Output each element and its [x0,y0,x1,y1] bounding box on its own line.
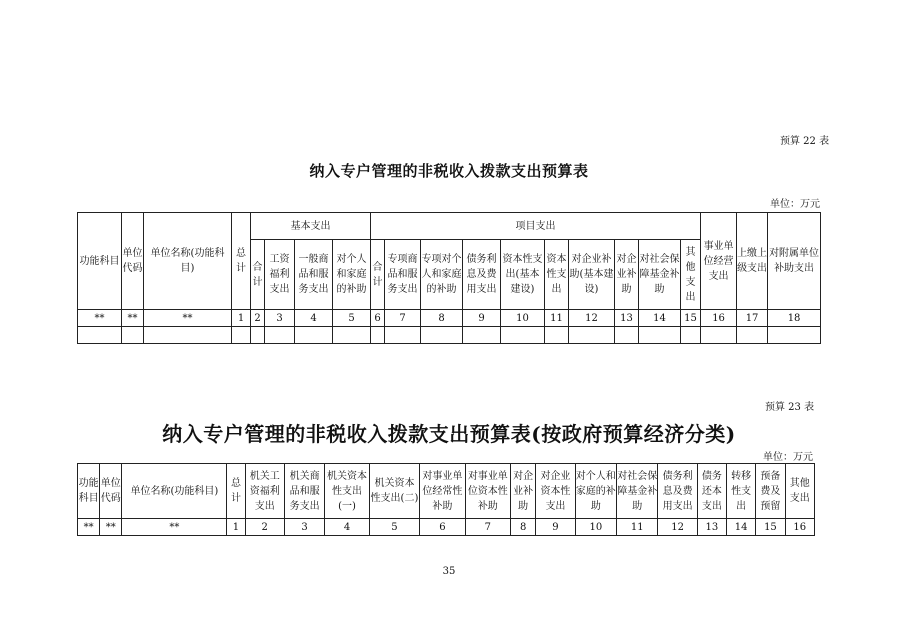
empty-cell [144,327,232,344]
empty-cell [463,327,501,344]
empty-cell [251,327,265,344]
table-cell: ** [122,519,227,536]
header-project-cap: 资本性支出 [545,240,569,310]
table-cell: 9 [536,519,575,536]
header-cell: 对个人和家庭的补助 [575,464,616,519]
empty-cell [701,327,737,344]
table-cell: ** [122,310,144,327]
header-cell: 机关工资福利支出 [245,464,284,519]
header-basic-group: 基本支出 [251,213,371,240]
header-basic-wage: 工资福利支出 [265,240,295,310]
header-cell: 机关商品和服务支出 [284,464,324,519]
table-cell: 11 [545,310,569,327]
table-cell: 14 [727,519,756,536]
header-project-corpbuild: 对企业补助(基本建设) [569,240,615,310]
table-cell: 11 [617,519,658,536]
table-cell: 2 [245,519,284,536]
empty-cell [122,327,144,344]
table-cell: 6 [371,310,385,327]
header-basic-sum: 合计 [251,240,265,310]
table-cell: 3 [284,519,324,536]
table-tag: 预算 23 表 [765,402,815,413]
table-cell: 5 [369,519,419,536]
table-cell: 12 [569,310,615,327]
table-cell: ** [78,519,100,536]
table-cell: 5 [333,310,371,327]
table-cell: ** [78,310,122,327]
table-cell: 14 [639,310,681,327]
table-cell: 6 [420,519,465,536]
table-cell: 12 [658,519,697,536]
header-project-social: 对社会保障基金补助 [639,240,681,310]
empty-cell [421,327,463,344]
table-cell: 4 [325,519,369,536]
empty-cell [639,327,681,344]
table-cell: 2 [251,310,265,327]
header-cell: 预备费及预留 [756,464,785,519]
header-func: 功能科目 [78,213,122,310]
header-code: 单位代码 [122,213,144,310]
header-project-other: 其他支出 [681,240,701,310]
header-project-goods: 专项商品和服务支出 [385,240,421,310]
header-cell: 对企业资本性支出 [536,464,575,519]
header-cell: 单位名称(功能科目) [122,464,227,519]
header-cell: 债务利息及费用支出 [658,464,697,519]
header-cell: 对社会保障基金补助 [617,464,658,519]
table-cell: 7 [465,519,510,536]
budget-table-23 [77,463,815,536]
header-cell: 单位代码 [100,464,122,519]
header-cell: 总计 [227,464,245,519]
empty-cell [78,327,122,344]
table-cell: 18 [768,310,821,327]
empty-cell [768,327,821,344]
table-cell: 3 [265,310,295,327]
table-cell: ** [100,519,122,536]
header-basic-person: 对个人和家庭的补助 [333,240,371,310]
table-cell: 1 [227,519,245,536]
table-cell: ** [144,310,232,327]
table-cell: 13 [615,310,639,327]
table-cell: 15 [681,310,701,327]
table-cell: 8 [511,519,536,536]
header-cell: 功能科目 [78,464,100,519]
table-cell: 16 [785,519,814,536]
page-number: 35 [442,566,456,577]
header-biz: 事业单位经营支出 [701,213,737,310]
header-upper: 上缴上级支出 [737,213,768,310]
empty-cell [295,327,333,344]
budget-table-22 [77,212,821,344]
empty-cell [501,327,545,344]
table-cell: 13 [697,519,726,536]
header-cell: 债务还本支出 [697,464,726,519]
table-cell: 17 [737,310,768,327]
table-title: 纳入专户管理的非税收入拨款支出预算表 [309,162,589,180]
empty-cell [569,327,615,344]
table-cell: 7 [385,310,421,327]
header-project-sum: 合计 [371,240,385,310]
header-cell: 对事业单位经常性补助 [420,464,465,519]
table-cell: 10 [575,519,616,536]
empty-cell [333,327,371,344]
header-project-person: 专项对个人和家庭的补助 [421,240,463,310]
table-cell: 8 [421,310,463,327]
unit-label: 单位：万元 [770,199,820,210]
empty-cell [545,327,569,344]
empty-cell [737,327,768,344]
empty-cell [371,327,385,344]
empty-cell [232,327,251,344]
table-title: 纳入专户管理的非税收入拨款支出预算表(按政府预算经济分类) [162,422,736,446]
header-project-corp: 对企业补助 [615,240,639,310]
table-cell: 15 [756,519,785,536]
empty-cell [385,327,421,344]
empty-cell [265,327,295,344]
header-cell: 其他支出 [785,464,814,519]
header-basic-goods: 一般商品和服务支出 [295,240,333,310]
table-cell: 10 [501,310,545,327]
table-tag: 预算 22 表 [780,136,830,147]
table-cell: 16 [701,310,737,327]
header-cell: 机关资本性支出(二) [369,464,419,519]
header-name: 单位名称(功能科目) [144,213,232,310]
unit-label: 单位：万元 [763,452,813,463]
header-cell: 转移性支出 [727,464,756,519]
header-affil: 对附属单位补助支出 [768,213,821,310]
header-project-debt: 债务利息及费用支出 [463,240,501,310]
table-cell: 4 [295,310,333,327]
header-cell: 机关资本性支出(一) [325,464,369,519]
header-cell: 对企业补助 [511,464,536,519]
header-project-capbuild: 资本性支出(基本建设) [501,240,545,310]
header-cell: 对事业单位资本性补助 [465,464,510,519]
header-total: 总计 [232,213,251,310]
table-cell: 1 [232,310,251,327]
empty-cell [681,327,701,344]
header-project-group: 项目支出 [371,213,701,240]
table-cell: 9 [463,310,501,327]
empty-cell [615,327,639,344]
